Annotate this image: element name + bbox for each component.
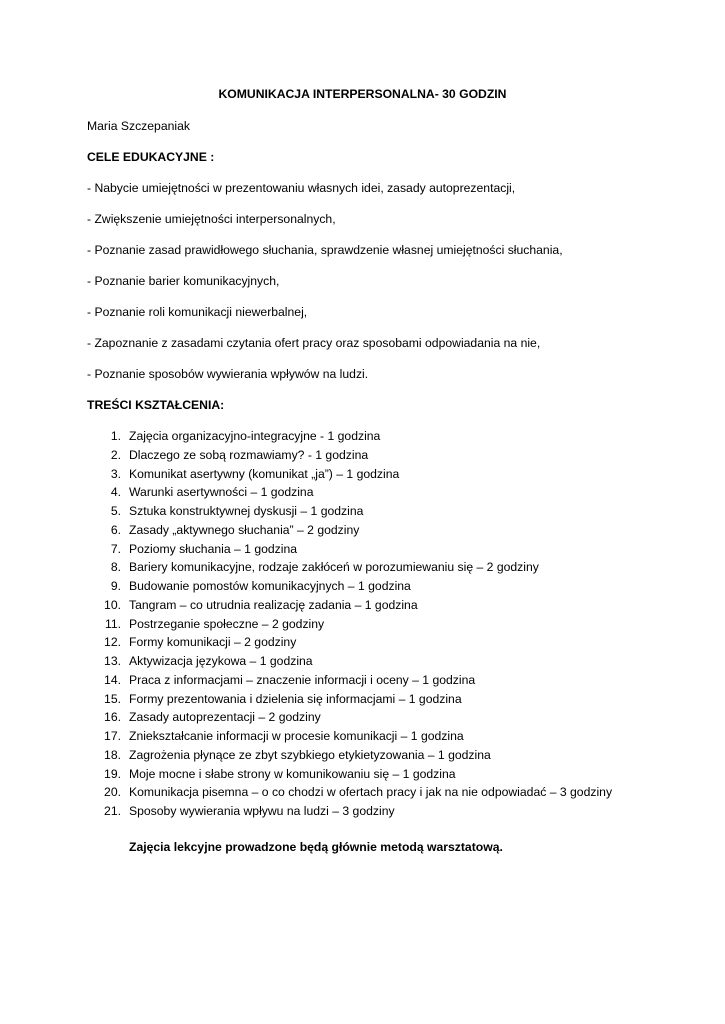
topic-number: 6. bbox=[110, 522, 121, 537]
goal-item: - Poznanie roli komunikacji niewerbalnej, bbox=[87, 305, 308, 319]
topic-item bbox=[87, 615, 612, 634]
topic-text: Sposoby wywierania wpływu na ludzi – 3 godziny bbox=[129, 804, 395, 818]
topic-item bbox=[87, 502, 612, 521]
topic-item bbox=[87, 427, 612, 446]
topic-number: 4. bbox=[110, 485, 121, 500]
topic-item bbox=[87, 802, 612, 821]
topic-number: 10. bbox=[104, 597, 121, 612]
topic-text: Poziomy słuchania – 1 godzina bbox=[129, 541, 298, 556]
document-title: KOMUNIKACJA INTERPERSONALNA- 30 GODZIN bbox=[218, 87, 507, 101]
topic-number: 8. bbox=[110, 560, 121, 575]
topic-text: Zasady autoprezentacji – 2 godziny bbox=[129, 710, 321, 725]
topic-item bbox=[87, 540, 612, 559]
topic-item bbox=[87, 746, 612, 765]
goals-heading: CELE EDUKACYJNE : bbox=[87, 150, 215, 164]
topic-number: 13. bbox=[104, 654, 121, 668]
topic-item bbox=[87, 765, 612, 784]
topic-text: Formy komunikacji – 2 godziny bbox=[129, 635, 297, 650]
topics-list bbox=[87, 427, 612, 821]
topic-number: 11. bbox=[104, 616, 121, 631]
topic-number: 21. bbox=[104, 804, 121, 818]
topic-item bbox=[87, 465, 612, 484]
topic-number: 16. bbox=[104, 710, 121, 725]
topic-text: Komunikacja pisemna – o co chodzi w ofertach pracy i jak na nie odpowiadać – 3 godziny bbox=[129, 785, 613, 800]
topic-item bbox=[87, 483, 612, 502]
topic-item bbox=[87, 596, 612, 615]
topic-item bbox=[87, 652, 612, 671]
topic-number: 3. bbox=[110, 466, 121, 481]
topic-item bbox=[87, 558, 612, 577]
topic-number: 1. bbox=[110, 429, 121, 443]
topic-number: 19. bbox=[104, 766, 121, 781]
topic-item bbox=[87, 633, 612, 652]
topic-item bbox=[87, 727, 612, 746]
topic-text: Zasady „aktywnego słuchania” – 2 godziny bbox=[129, 522, 360, 537]
topic-text: Budowanie pomostów komunikacyjnych – 1 godzina bbox=[129, 579, 411, 593]
closing-note: Zajęcia lekcyjne prowadzone będą głównie metodą warsztatową. bbox=[129, 840, 503, 854]
topic-item bbox=[87, 577, 612, 596]
goal-item: - Poznanie barier komunikacyjnych, bbox=[87, 274, 280, 288]
topic-text: Dlaczego ze sobą rozmawiamy? - 1 godzina bbox=[129, 447, 369, 462]
topic-text: Formy prezentowania i dzielenia się informacjami – 1 godzina bbox=[129, 691, 462, 706]
topic-text: Komunikat asertywny (komunikat „ja”) – 1 godzina bbox=[129, 466, 400, 481]
topic-text: Bariery komunikacyjne, rodzaje zakłóceń w porozumiewaniu się – 2 godziny bbox=[129, 560, 539, 575]
topic-text: Sztuka konstruktywnej dyskusji – 1 godzina bbox=[129, 504, 364, 518]
goal-item: - Poznanie sposobów wywierania wpływów na ludzi. bbox=[87, 367, 369, 381]
topic-text: Praca z informacjami – znaczenie informacji i oceny – 1 godzina bbox=[129, 672, 476, 687]
topic-item bbox=[87, 690, 612, 709]
goal-item: - Zapoznanie z zasadami czytania ofert pracy oraz sposobami odpowiadania na nie, bbox=[87, 336, 541, 350]
topic-item bbox=[87, 783, 612, 802]
topic-text: Zniekształcanie informacji w procesie komunikacji – 1 godzina bbox=[129, 729, 464, 743]
topic-number: 18. bbox=[104, 747, 121, 762]
topic-item bbox=[87, 708, 612, 727]
topic-item bbox=[87, 671, 612, 690]
author-name: Maria Szczepaniak bbox=[87, 119, 190, 133]
topic-text: Warunki asertywności – 1 godzina bbox=[129, 485, 314, 500]
topic-number: 5. bbox=[110, 504, 121, 518]
goal-item: - Nabycie umiejętności w prezentowaniu własnych idei, zasady autoprezentacji, bbox=[87, 181, 516, 195]
topic-text: Postrzeganie społeczne – 2 godziny bbox=[129, 616, 325, 631]
topic-text: Aktywizacja językowa – 1 godzina bbox=[129, 654, 313, 668]
topic-text: Zajęcia organizacyjno-integracyjne - 1 godzina bbox=[129, 429, 381, 443]
topic-text: Tangram – co utrudnia realizację zadania – 1 godzina bbox=[129, 597, 418, 612]
topic-number: 12. bbox=[104, 635, 121, 650]
topic-item bbox=[87, 521, 612, 540]
topic-number: 15. bbox=[104, 691, 121, 706]
content-heading: TREŚCI KSZTAŁCENIA: bbox=[87, 398, 225, 412]
topic-number: 14. bbox=[104, 672, 121, 687]
goal-item: - Poznanie zasad prawidłowego słuchania, sprawdzenie własnej umiejętności słuchania, bbox=[87, 243, 563, 257]
topic-number: 2. bbox=[110, 447, 121, 462]
goal-item: - Zwiększenie umiejętności interpersonalnych, bbox=[87, 212, 336, 226]
topic-number: 9. bbox=[110, 579, 121, 593]
topic-number: 20. bbox=[104, 785, 121, 800]
topic-item bbox=[87, 446, 612, 465]
topic-number: 17. bbox=[104, 729, 121, 743]
topic-number: 7. bbox=[110, 541, 121, 556]
topic-text: Zagrożenia płynące ze zbyt szybkiego etykietyzowania – 1 godzina bbox=[129, 747, 491, 762]
topic-text: Moje mocne i słabe strony w komunikowaniu się – 1 godzina bbox=[129, 766, 456, 781]
